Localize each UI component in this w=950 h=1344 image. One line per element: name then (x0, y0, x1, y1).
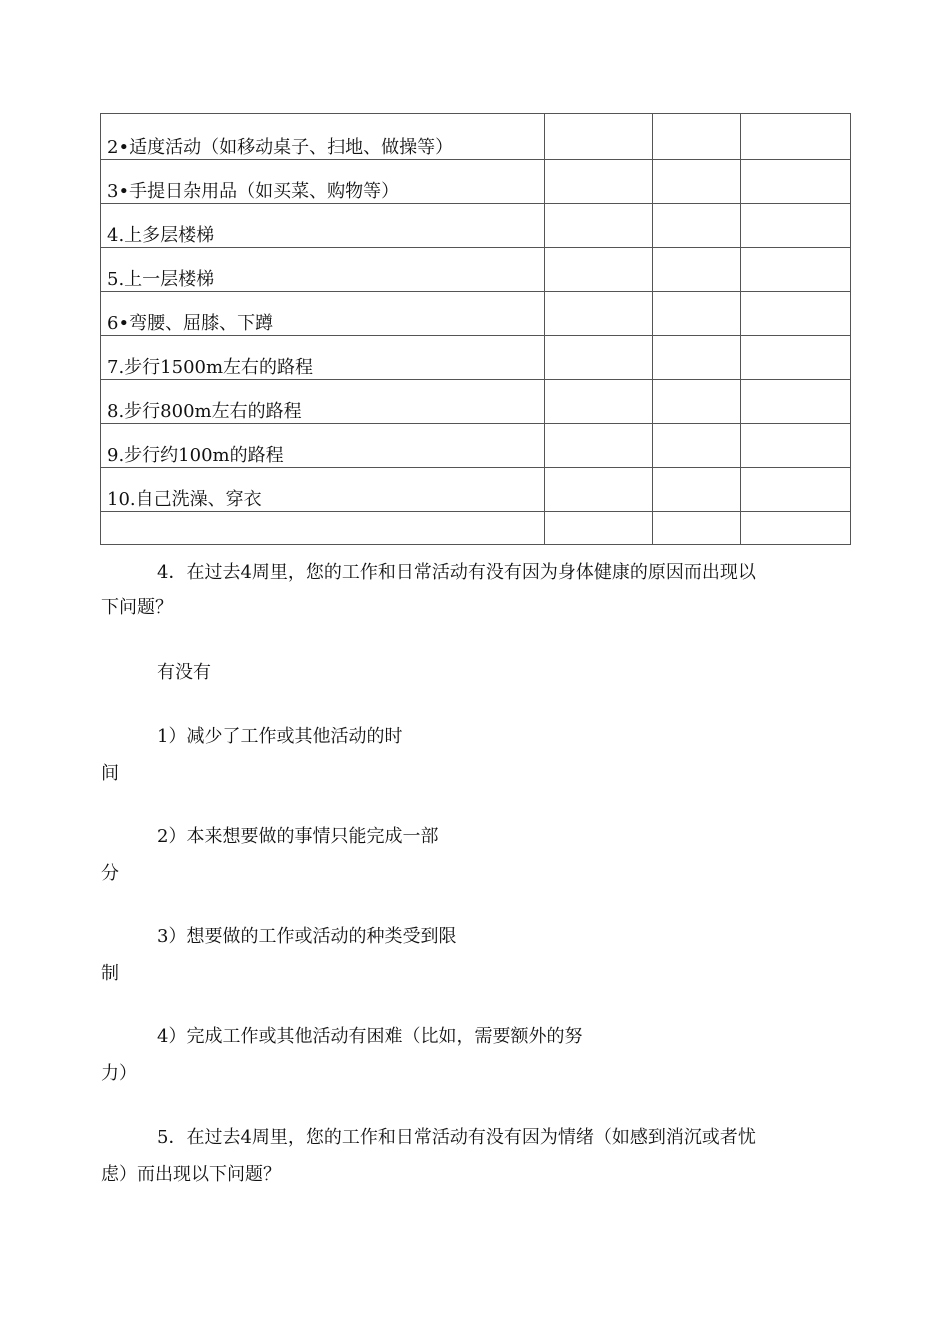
answer-cell (741, 292, 851, 336)
activity-label (101, 512, 545, 545)
question-5-text: 5．在过去4周里，您的工作和日常活动有没有因为情绪（如感到消沉或者忧 (157, 1127, 756, 1148)
table-row (101, 512, 851, 545)
answer-cell (653, 292, 741, 336)
activity-label: 10.自己洗澡、穿衣 (101, 468, 545, 512)
answer-cell (653, 114, 741, 160)
question-4-item-4: 4）完成工作或其他活动有困难（比如，需要额外的努 (157, 1026, 583, 1047)
answer-cell (741, 468, 851, 512)
answer-cell (653, 204, 741, 248)
table-row (101, 204, 851, 248)
activity-table (100, 113, 851, 545)
answer-cell (741, 380, 851, 424)
activity-label: 3•手提日杂用品（如买菜、购物等） (101, 160, 545, 204)
table-row (101, 336, 851, 380)
table-row (101, 292, 851, 336)
answer-cell (653, 336, 741, 380)
question-4-item-4-continued: 力） (101, 1063, 137, 1084)
answer-cell (653, 380, 741, 424)
options-header: 有没有 (157, 662, 211, 683)
answer-cell (545, 204, 653, 248)
answer-cell (741, 204, 851, 248)
answer-cell (545, 468, 653, 512)
activity-label: 4.上多层楼梯 (101, 204, 545, 248)
answer-cell (545, 424, 653, 468)
table-row (101, 380, 851, 424)
answer-cell (545, 336, 653, 380)
activity-label: 9.步行约100m的路程 (101, 424, 545, 468)
answer-cell (653, 468, 741, 512)
activity-label: 5.上一层楼梯 (101, 248, 545, 292)
answer-cell (653, 160, 741, 204)
answer-cell (653, 512, 741, 545)
answer-cell (545, 160, 653, 204)
table-row (101, 160, 851, 204)
question-4-item-2-continued: 分 (101, 863, 119, 884)
question-4-text-continued: 下问题？ (101, 597, 173, 618)
question-4-item-1: 1）减少了工作或其他活动的时 (157, 726, 403, 747)
question-4-text: 4．在过去4周里，您的工作和日常活动有没有因为身体健康的原因而出现以 (157, 562, 756, 583)
answer-cell (741, 248, 851, 292)
answer-cell (741, 336, 851, 380)
answer-cell (741, 512, 851, 545)
question-5-text-continued: 虑）而出现以下问题？ (101, 1164, 281, 1185)
answer-cell (545, 292, 653, 336)
question-4-item-1-continued: 间 (101, 763, 119, 784)
activity-label: 8.步行800m左右的路程 (101, 380, 545, 424)
answer-cell (653, 424, 741, 468)
answer-cell (545, 512, 653, 545)
answer-cell (741, 114, 851, 160)
table-row (101, 468, 851, 512)
activity-label: 2•适度活动（如移动桌子、扫地、做操等） (101, 114, 545, 160)
table-row (101, 114, 851, 160)
answer-cell (653, 248, 741, 292)
answer-cell (741, 160, 851, 204)
answer-cell (545, 248, 653, 292)
table-row (101, 424, 851, 468)
answer-cell (741, 424, 851, 468)
table-row (101, 248, 851, 292)
answer-cell (545, 380, 653, 424)
question-4-item-3: 3）想要做的工作或活动的种类受到限 (157, 926, 457, 947)
activity-label: 7.步行1500m左右的路程 (101, 336, 545, 380)
question-4-item-3-continued: 制 (101, 963, 119, 984)
answer-cell (545, 114, 653, 160)
activity-label: 6•弯腰、屈膝、下蹲 (101, 292, 545, 336)
question-4-item-2: 2）本来想要做的事情只能完成一部 (157, 826, 439, 847)
